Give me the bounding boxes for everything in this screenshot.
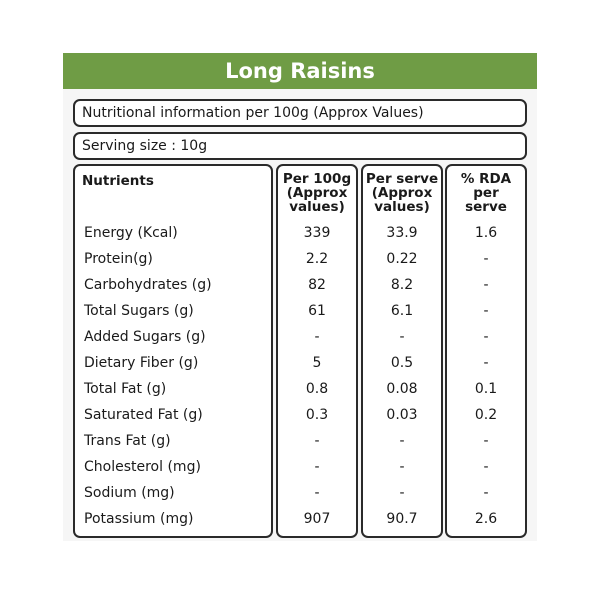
per-100g-header-line3: values) xyxy=(289,199,345,215)
nutrients-column xyxy=(73,164,273,538)
per-100g-value: - xyxy=(314,485,320,501)
per-serve-value: - xyxy=(399,485,405,501)
rda-value: 2.6 xyxy=(474,511,498,527)
rda-value: - xyxy=(483,277,489,293)
per-serve-value: - xyxy=(399,433,405,449)
nutrient-name: Total Sugars (g) xyxy=(84,303,194,319)
per-serve-column xyxy=(361,164,443,538)
rda-header xyxy=(447,172,525,214)
rda-value: - xyxy=(483,329,489,345)
nutrient-name: Potassium (mg) xyxy=(84,511,194,527)
per-100g-header-line2: (Approx xyxy=(286,185,348,201)
rda-value: 0.2 xyxy=(474,407,498,423)
per-serve-header-line2: (Approx xyxy=(371,185,433,201)
per-100g-header xyxy=(278,172,356,214)
rda-header-line2: per xyxy=(473,185,499,201)
nutrient-name: Energy (Kcal) xyxy=(84,225,178,241)
per-serve-header-line1: Per serve xyxy=(365,171,439,187)
nutrient-name: Cholesterol (mg) xyxy=(84,459,201,475)
rda-value: - xyxy=(483,355,489,371)
per-100g-value: 339 xyxy=(303,225,331,241)
per-100g-value: 5 xyxy=(312,355,322,371)
per-100g-header-line1: Per 100g xyxy=(282,171,352,187)
rda-value: - xyxy=(483,485,489,501)
per-serve-value: - xyxy=(399,329,405,345)
per-serve-value: 8.2 xyxy=(390,277,414,293)
nutrient-name: Sodium (mg) xyxy=(84,485,175,501)
per-100g-value: - xyxy=(314,459,320,475)
nutrient-name: Total Fat (g) xyxy=(84,381,167,397)
rda-value: - xyxy=(483,251,489,267)
per-serve-value: 0.22 xyxy=(386,251,418,267)
nutrition-info-line: Nutritional information per 100g (Approx Values) xyxy=(73,99,527,127)
per-serve-value: 0.03 xyxy=(386,407,418,423)
per-100g-value: - xyxy=(314,329,320,345)
per-serve-value: 90.7 xyxy=(386,511,418,527)
per-serve-value: 0.08 xyxy=(386,381,418,397)
rda-column xyxy=(445,164,527,538)
per-100g-value: 2.2 xyxy=(305,251,329,267)
per-serve-header xyxy=(363,172,441,214)
nutrient-name: Saturated Fat (g) xyxy=(84,407,203,423)
rda-value: 1.6 xyxy=(474,225,498,241)
rda-value: - xyxy=(483,433,489,449)
rda-value: - xyxy=(483,459,489,475)
per-100g-value: 0.8 xyxy=(305,381,329,397)
rda-value: - xyxy=(483,303,489,319)
per-serve-value: 0.5 xyxy=(390,355,414,371)
nutrient-name: Dietary Fiber (g) xyxy=(84,355,199,371)
nutrient-name: Trans Fat (g) xyxy=(84,433,171,449)
per-serve-value: - xyxy=(399,459,405,475)
rda-value: 0.1 xyxy=(474,381,498,397)
per-100g-value: - xyxy=(314,433,320,449)
nutrient-name: Carbohydrates (g) xyxy=(84,277,212,293)
per-serve-value: 6.1 xyxy=(390,303,414,319)
per-serve-header-line3: values) xyxy=(374,199,430,215)
per-100g-value: 61 xyxy=(308,303,326,319)
nutrient-name: Protein(g) xyxy=(84,251,153,267)
per-100g-value: 0.3 xyxy=(305,407,329,423)
rda-header-line1: % RDA xyxy=(460,171,512,187)
per-100g-column xyxy=(276,164,358,538)
per-100g-value: 82 xyxy=(308,277,326,293)
product-title: Long Raisins xyxy=(63,53,537,89)
per-serve-value: 33.9 xyxy=(386,225,418,241)
rda-header-line3: serve xyxy=(465,199,507,215)
per-100g-value: 907 xyxy=(303,511,331,527)
nutrient-name: Added Sugars (g) xyxy=(84,329,206,345)
nutrients-header: Nutrients xyxy=(82,173,154,189)
serving-size-line: Serving size : 10g xyxy=(73,132,527,160)
